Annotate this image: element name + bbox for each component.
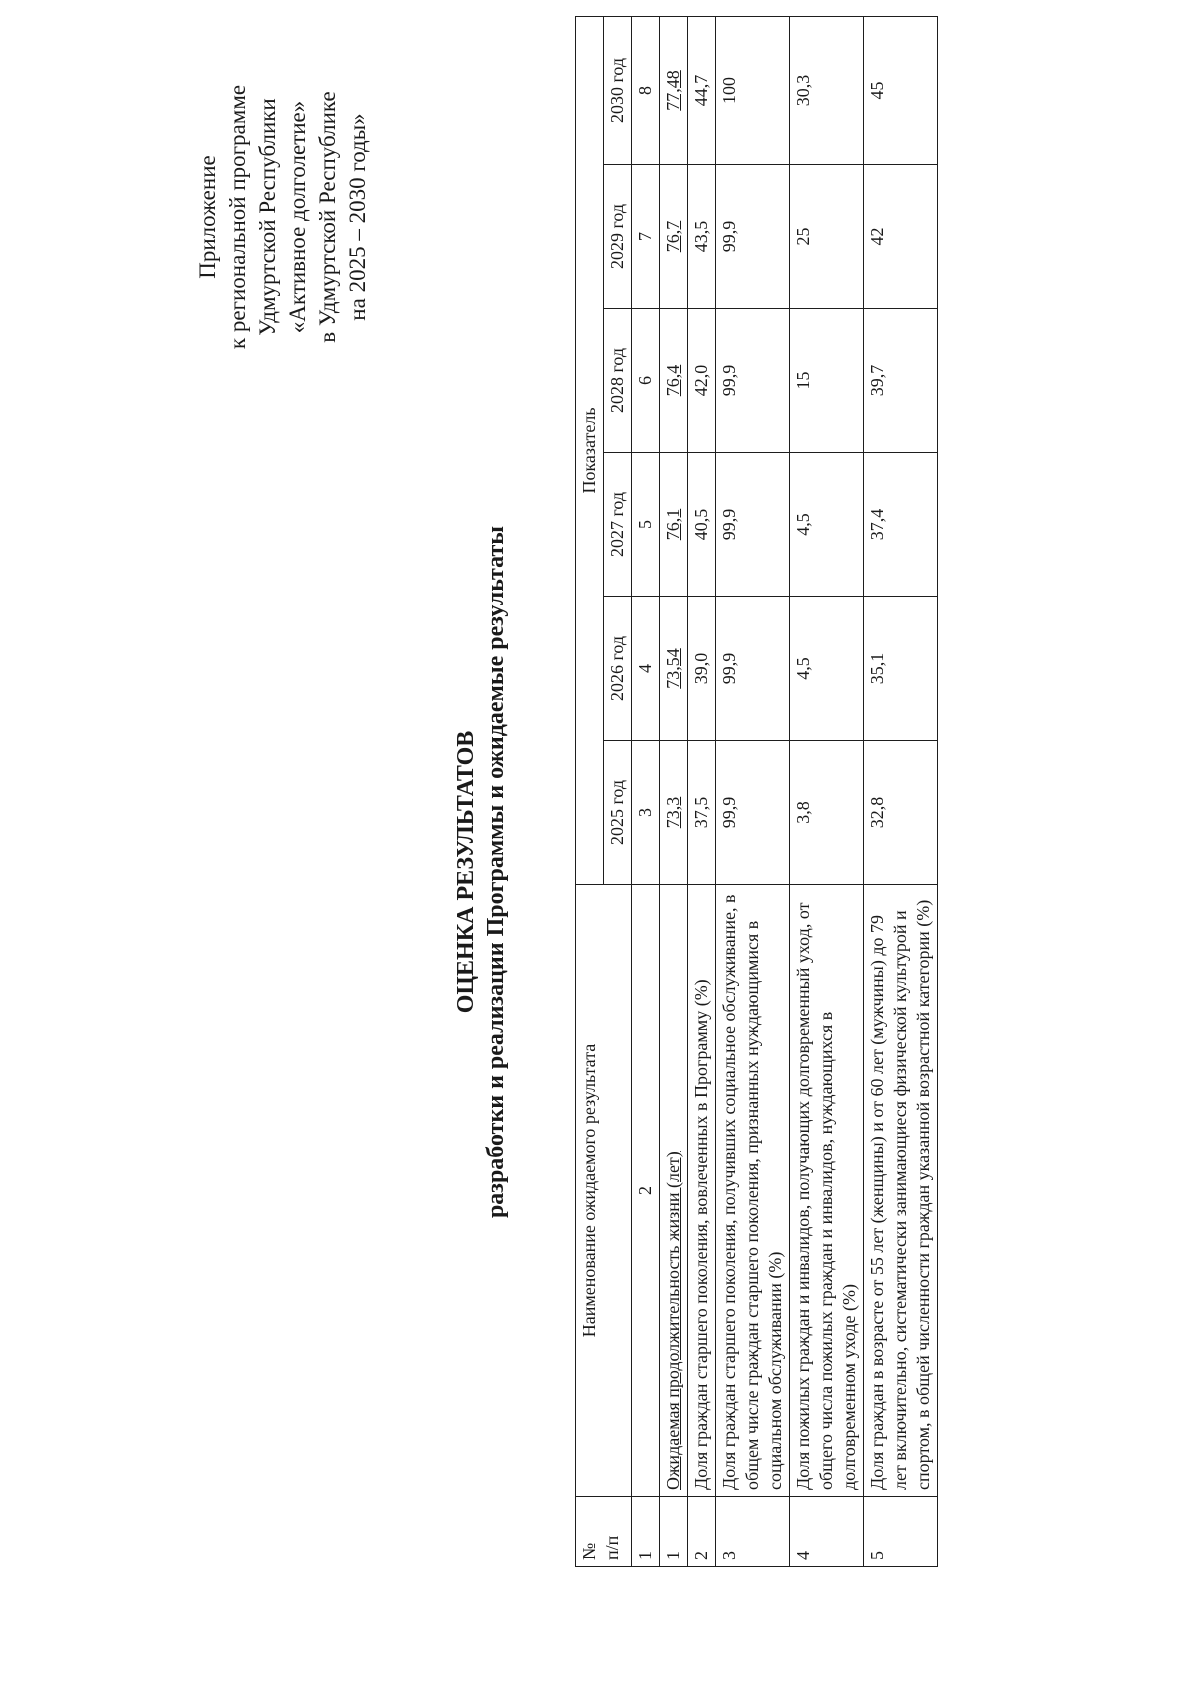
- column-number: 7: [632, 165, 660, 309]
- row-name: Доля граждан старшего поколения, получивших социальное обслуживание, в общем числе граждан старшего поколения, признанных нуждающимися в социальном обслуживании (%): [716, 885, 790, 1497]
- header-number-line2: п/п: [602, 1535, 622, 1560]
- appendix-line: «Активное долголетие»: [285, 100, 310, 334]
- column-numbers-row: [632, 16, 660, 1566]
- row-value: 42,0: [688, 309, 716, 453]
- appendix-note: [193, 47, 373, 387]
- column-number: 3: [632, 741, 660, 885]
- appendix-line: Приложение: [195, 155, 220, 279]
- column-number: 1: [632, 1497, 660, 1567]
- row-value: 44,7: [688, 16, 716, 164]
- row-value: 99,9: [716, 597, 790, 741]
- row-value: 39,7: [864, 309, 938, 453]
- column-number: 5: [632, 453, 660, 597]
- row-value: 76,1: [660, 453, 688, 597]
- row-value: 99,9: [716, 165, 790, 309]
- row-value: 76,7: [660, 165, 688, 309]
- title-main: ОЦЕНКА РЕЗУЛЬТАТОВ: [453, 730, 479, 1014]
- row-value: 42: [864, 165, 938, 309]
- row-value: 77,48: [660, 16, 688, 164]
- column-number: 4: [632, 597, 660, 741]
- header-number-line1: №: [579, 1542, 599, 1560]
- row-value: 15: [790, 309, 864, 453]
- row-number: 1: [660, 1497, 688, 1567]
- row-value: 39,0: [688, 597, 716, 741]
- header-row: [576, 16, 604, 1566]
- row-value: 4,5: [790, 597, 864, 741]
- row-name: Доля граждан старшего поколения, вовлеченных в Программу (%): [688, 885, 716, 1497]
- title-sub: разработки и реализации Программы и ожидаемые результаты: [483, 525, 509, 1219]
- header-year: 2030 год: [604, 16, 632, 164]
- row-value: 99,9: [716, 453, 790, 597]
- row-value: 32,8: [864, 741, 938, 885]
- header-indicator-cell: Показатель: [576, 16, 604, 884]
- row-number: 4: [790, 1497, 864, 1567]
- column-number: 6: [632, 309, 660, 453]
- table-row: [660, 16, 688, 1566]
- row-value: 45: [864, 16, 938, 164]
- header-year: 2028 год: [604, 309, 632, 453]
- row-number: 5: [864, 1497, 938, 1567]
- row-value: 99,9: [716, 309, 790, 453]
- row-value: 3,8: [790, 741, 864, 885]
- row-name: Доля граждан в возрасте от 55 лет (женщины) и от 60 лет (мужчины) до 79 лет включительно, систематически занимающиеся физической культурой и спортом, в общей численности граждан указанной возрастной категории (%): [864, 885, 938, 1497]
- row-number: 2: [688, 1497, 716, 1567]
- header-year: 2026 год: [604, 597, 632, 741]
- table-row: [790, 16, 864, 1566]
- row-number: 3: [716, 1497, 790, 1567]
- table-row: [716, 16, 790, 1566]
- header-year: 2025 год: [604, 741, 632, 885]
- appendix-line: к региональной программе: [225, 84, 250, 350]
- row-value: 37,5: [688, 741, 716, 885]
- row-value: 37,4: [864, 453, 938, 597]
- document-title: [451, 197, 511, 1547]
- header-year: 2029 год: [604, 165, 632, 309]
- header-name-cell: Наименование ожидаемого результата: [576, 885, 632, 1497]
- header-number-cell: [576, 1497, 632, 1567]
- table-row: [864, 16, 938, 1566]
- row-value: 30,3: [790, 16, 864, 164]
- column-number: 8: [632, 16, 660, 164]
- row-value: 99,9: [716, 741, 790, 885]
- results-table: [575, 16, 938, 1567]
- row-name: Ожидаемая продолжительность жизни (лет): [660, 885, 688, 1497]
- row-name: Доля пожилых граждан и инвалидов, получающих долговременный уход, от общего числа пожилых граждан и инвалидов, нуждающихся в долговременном уходе (%): [790, 885, 864, 1497]
- column-number: 2: [632, 885, 660, 1497]
- appendix-line: в Удмуртской Республике: [315, 91, 340, 343]
- row-value: 76,4: [660, 309, 688, 453]
- table-row: [688, 16, 716, 1566]
- row-value: 4,5: [790, 453, 864, 597]
- appendix-line: Удмуртской Республики: [255, 98, 280, 336]
- row-value: 40,5: [688, 453, 716, 597]
- row-value: 35,1: [864, 597, 938, 741]
- row-value: 43,5: [688, 165, 716, 309]
- row-value: 100: [716, 16, 790, 164]
- appendix-line: на 2025 – 2030 годы»: [345, 113, 370, 321]
- row-value: 73,3: [660, 741, 688, 885]
- row-value: 25: [790, 165, 864, 309]
- row-value: 73,54: [660, 597, 688, 741]
- header-year: 2027 год: [604, 453, 632, 597]
